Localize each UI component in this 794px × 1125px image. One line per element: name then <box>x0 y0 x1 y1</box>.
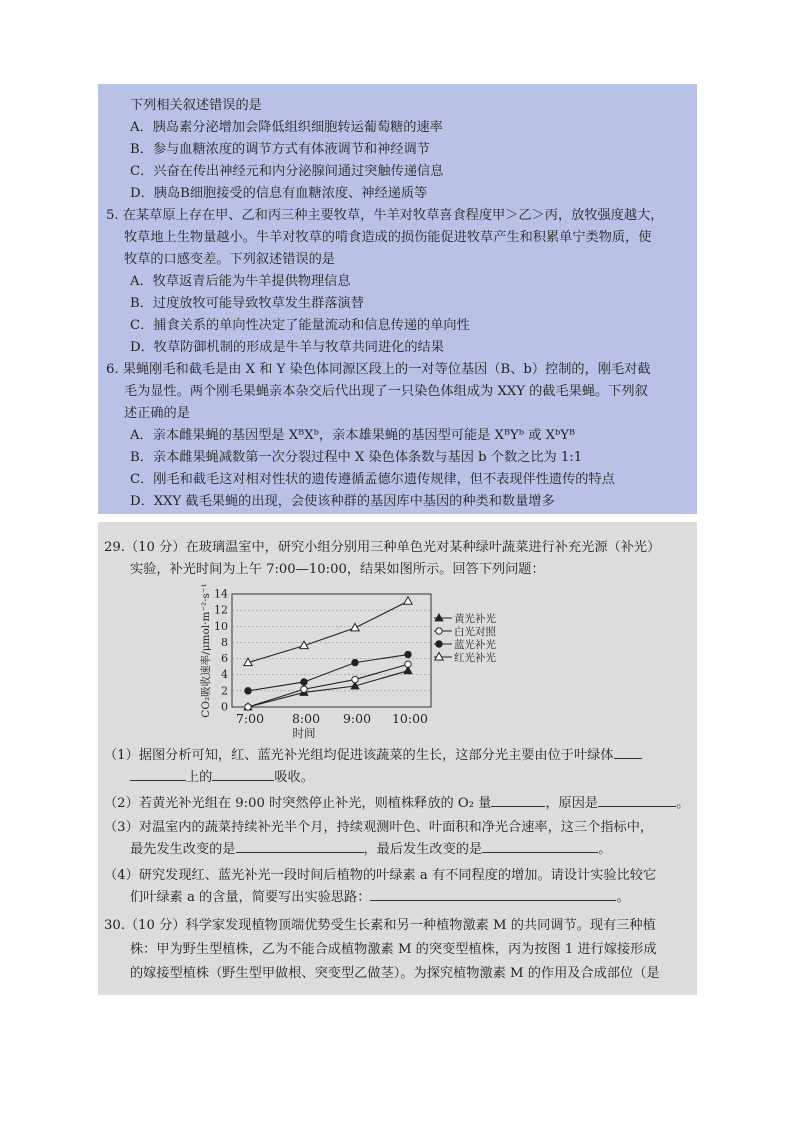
q6-option-a: A．亲本雌果蝇的基因型是 XᴮXᵇ，亲本雄果蝇的基因型可能是 XᴮYᵇ 或 XᵇYᴮ <box>130 428 576 443</box>
q5-option-a: A．牧草返青后能为牛羊提供物理信息 <box>130 274 351 289</box>
answer-blank[interactable] <box>370 888 616 901</box>
q29-sub1-text: （1）据图分析可知，红、蓝光补光组均促进该蔬菜的生长，这部分光主要由位于叶绿体 <box>104 748 614 763</box>
plot-frame <box>232 594 431 707</box>
data-point <box>405 661 411 667</box>
q30-line-1: 30.（10 分）科学家发现植物顶端优势受生长素和另一种植物激素 M 的共同调节。现有三种植 <box>104 918 656 933</box>
q29-sub4-line-1: （4）研究发现红、蓝光补光一段时间后植物的叶绿素 a 有不同程度的增加。请设计实验比较它 <box>104 868 657 883</box>
answer-blank[interactable] <box>236 840 364 853</box>
q29-sub2-text: （2）若黄光补光组在 9:00 时突然停止补光，则植株释放的 O₂ 量 <box>104 796 492 811</box>
q4-stem: 下列相关叙述错误的是 <box>130 98 262 113</box>
x-tick-label: 7:00 <box>235 711 265 726</box>
q6-line-1: 6. 果蝇刚毛和截毛是由 X 和 Y 染色体同源区段上的一对等位基因（B、b）控制的，刚毛对截 <box>106 362 651 377</box>
legend-label: 红光补光 <box>454 652 496 664</box>
data-point <box>351 623 359 631</box>
y-tick-label: 10 <box>214 619 228 633</box>
data-point <box>404 597 412 605</box>
y-tick-label: 12 <box>214 603 228 617</box>
q29-sub4-text-c: 。 <box>616 890 630 905</box>
q29-sub3-text-b: 最先发生改变的是 <box>130 842 236 857</box>
q4-option-d: D．胰岛B细胞接受的信息有血糖浓度、神经递质等 <box>130 186 428 201</box>
q29-sub3-line-1: （3）对温室内的蔬菜持续补光半个月，持续观测叶色、叶面积和净光合速率，这三个指标中， <box>104 820 654 835</box>
series-line <box>248 671 408 707</box>
q5-option-c: C．捕食关系的单向性决定了能量流动和信息传递的单向性 <box>130 318 470 333</box>
q29-sub2-text-b: ，原因是 <box>545 796 599 811</box>
q29-line-2: 实验，补光时间为上午 7:00—10:00，结果如图所示。回答下列问题： <box>130 562 545 577</box>
q29-sub3-text-c: ，最后发生改变的是 <box>363 842 483 857</box>
legend-label: 白光对照 <box>454 626 496 638</box>
legend-marker <box>435 614 443 621</box>
q29-sub2 <box>104 792 689 811</box>
scan-photo-top <box>98 84 697 514</box>
answer-blank[interactable] <box>598 794 676 807</box>
y-tick-label: 4 <box>221 668 228 682</box>
q6-line-2: 毛为显性。两个刚毛果蝇亲本杂交后代出现了一只染色体组成为 XXY 的截毛果蝇。下列叙 <box>124 384 648 399</box>
data-point <box>352 659 358 665</box>
q5-option-d: D．牧草防御机制的形成是牛羊与牧草共同进化的结果 <box>130 340 444 355</box>
q4-option-a: A．胰岛素分泌增加会降低组织细胞转运葡萄糖的速率 <box>130 120 443 135</box>
legend-marker <box>436 628 442 634</box>
x-tick-label: 8:00 <box>291 711 321 726</box>
legend-label: 黄光补光 <box>454 613 496 625</box>
series-line <box>248 601 408 662</box>
q4-option-c: C．兴奋在传出神经元和内分泌腺间通过突触传递信息 <box>130 164 444 179</box>
x-tick-label: 9:00 <box>342 711 372 726</box>
answer-blank[interactable] <box>130 768 186 781</box>
y-tick-label: 6 <box>221 652 228 666</box>
answer-blank[interactable] <box>212 768 274 781</box>
x-tick-label: 10:00 <box>391 711 429 726</box>
y-axis-label: CO₂吸收速率/μmol·m⁻²·s⁻¹ <box>200 583 212 718</box>
q30-line-2: 株：甲为野生型植株，乙为不能合成植物激素 M 的突变型植株，丙为按图 1 进行嫁接形成 <box>130 942 657 957</box>
q5-line-1: 5. 在某草原上存在甲、乙和丙三种主要牧草，牛羊对牧草喜食程度甲＞乙＞丙，放牧强度越大， <box>106 208 664 223</box>
data-point <box>245 688 251 694</box>
q29-sub3-line-2 <box>130 838 611 857</box>
series-line <box>248 655 408 691</box>
x-axis-label: 时间 <box>292 726 316 740</box>
legend-marker <box>435 653 443 661</box>
q6-line-3: 述正确的是 <box>124 406 190 421</box>
y-tick-label: 8 <box>221 635 228 649</box>
q29-sub4-line-2 <box>130 886 630 905</box>
q29-sub2-text-c: 。 <box>676 796 690 811</box>
answer-blank[interactable] <box>482 840 598 853</box>
q29-sub3-text-d: 。 <box>598 842 612 857</box>
q29-sub4-text-b: 们叶绿素 a 的含量，简要写出实验思路： <box>130 890 371 905</box>
legend-marker <box>436 641 442 647</box>
y-tick-label: 0 <box>221 700 228 714</box>
q29-sub1-line-1 <box>104 744 642 763</box>
q29-sub1-text-c: 吸收。 <box>274 770 314 785</box>
y-tick-label: 2 <box>221 684 228 698</box>
q5-line-3: 牧草的口感变差。下列叙述错误的是 <box>124 252 335 267</box>
q4-option-b: B．参与血糖浓度的调节方式有体液调节和神经调节 <box>130 142 430 157</box>
q5-option-b: B．过度放牧可能导致牧草发生群落演替 <box>130 296 364 311</box>
q6-option-c: C．刚毛和截毛这对相对性状的遗传遵循孟德尔遗传规律，但不表现伴性遗传的特点 <box>130 472 615 487</box>
q29-sub1-text-b: 上的 <box>186 770 213 785</box>
data-point <box>405 651 411 657</box>
data-point <box>301 686 307 692</box>
answer-blank[interactable] <box>614 746 642 759</box>
data-point <box>245 704 251 710</box>
q5-line-2: 牧草地上生物量越小。牛羊对牧草的啃食造成的损伤能促进牧草产生和积累单宁类物质，使 <box>124 230 652 245</box>
q29-line-1: 29.（10 分）在玻璃温室中，研究小组分别用三种单色光对某种绿叶蔬菜进行补充光源（补光） <box>104 540 661 555</box>
q30-line-3: 的嫁接型植株（野生型甲做根、突变型乙做茎）。为探究植物激素 M 的作用及合成部位（是 <box>130 966 660 981</box>
y-tick-label: 14 <box>214 587 228 601</box>
q6-option-b: B．亲本雌果蝇减数第一次分裂过程中 X 染色体条数与基因 b 个数之比为 1:1 <box>130 450 583 465</box>
answer-blank[interactable] <box>491 794 545 807</box>
q29-sub1-line-2 <box>130 766 314 785</box>
legend-label: 蓝光补光 <box>454 639 496 651</box>
scan-photo-bottom <box>98 522 697 995</box>
data-point <box>301 679 307 685</box>
data-point <box>352 676 358 682</box>
q6-option-d: D．XXY 截毛果蝇的出现，会使该种群的基因库中基因的种类和数量增多 <box>130 494 555 509</box>
